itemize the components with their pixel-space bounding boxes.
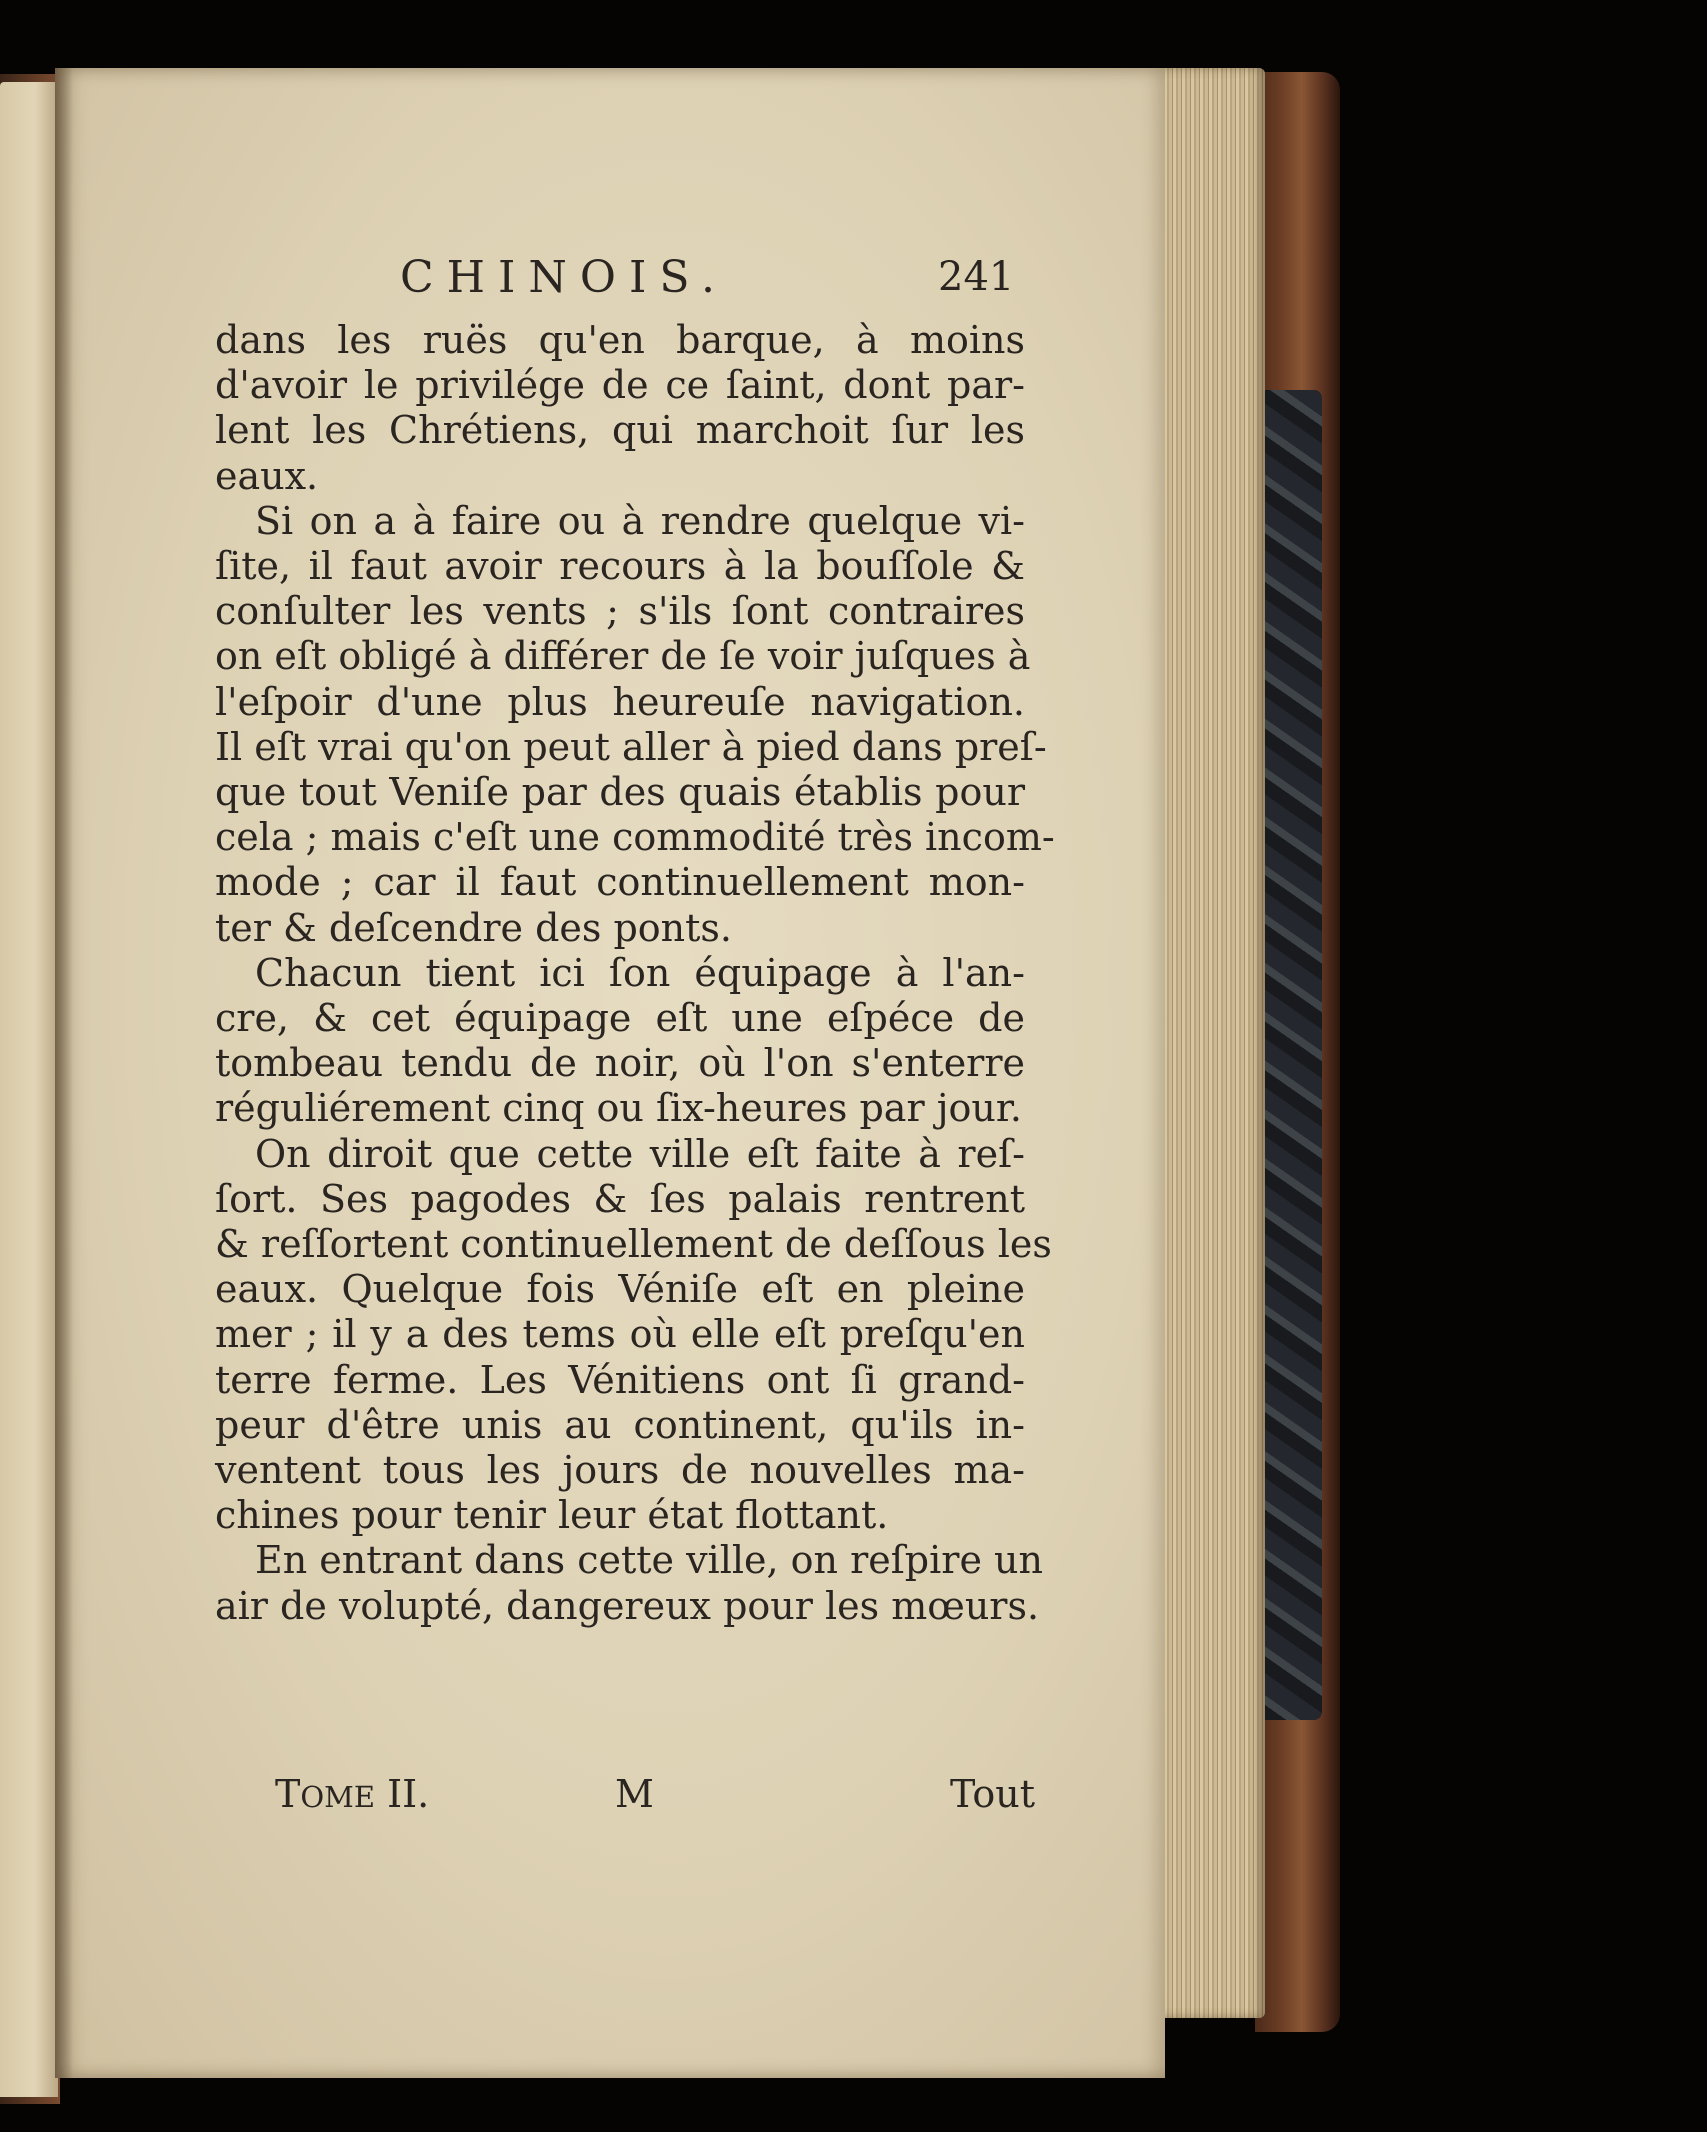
page-number: 241 [938, 254, 1015, 300]
volume-number: II. [387, 1772, 430, 1816]
signature-mark: M [615, 1772, 654, 1816]
text-line: eaux. [215, 453, 319, 498]
text-line: mode ; car il faut continuellement mon- [215, 860, 1025, 905]
text-line: Il eſt vrai qu'on peut aller à pied dans preſ- [215, 724, 1047, 769]
marbled-board [1262, 390, 1322, 1720]
text-line: cre, & cet équipage eſt une eſpéce de [215, 996, 1025, 1040]
volume-rest: OME [300, 1780, 375, 1814]
text-line: eaux. Quelque fois Véniſe eſt en pleine [215, 1267, 1025, 1312]
text-line: cela ; mais c'eſt une commodité très incom- [215, 815, 1055, 860]
page-edges [1155, 68, 1265, 2018]
text-line: réguliérement cinq ou ſix-heures par jour. [215, 1086, 1022, 1131]
text-line: ter & deſcendre des ponts. [215, 905, 733, 950]
text-line: ventent tous les jours de nouvelles ma- [215, 1448, 1025, 1492]
text-line: conſulter les vents ; s'ils ſont contraires [215, 589, 1025, 634]
text-line: Chacun tient ici ſon équipage à l'an- [255, 950, 1025, 995]
text-line: ſort. Ses pagodes & ſes palais rentrent [215, 1176, 1025, 1221]
left-page-sliver [0, 82, 58, 2097]
text-line: tombeau tendu de noir, où l'on s'enterre [215, 1041, 1025, 1086]
running-head-title: CHINOIS. [400, 252, 728, 303]
catchword: Tout [950, 1772, 1036, 1816]
text-line: ſite, il faut avoir recours à la bouſſole & [215, 544, 1025, 588]
text-line: dans les ruës qu'en barque, à moins [215, 318, 1025, 362]
text-line: terre ferme. Les Vénitiens ont ſi grand- [215, 1357, 1025, 1402]
text-line: On diroit que cette ville eſt faite à reſ- [255, 1131, 1025, 1176]
text-line: chines pour tenir leur état flottant. [215, 1493, 889, 1538]
text-line: que tout Veniſe par des quais établis pour [215, 770, 1025, 814]
text-line: mer ; il y a des tems où elle eſt preſqu'en [215, 1312, 1025, 1357]
text-line: & reſſortent continuellement de deſſous les [215, 1222, 1052, 1266]
text-line: lent les Chrétiens, qui marchoit ſur les [215, 408, 1025, 453]
text-line: l'eſpoir d'une plus heureuſe navigation. [215, 679, 1025, 724]
text-line: Si on a à faire ou à rendre quelque vi- [255, 498, 1025, 543]
volume-initial: T [275, 1772, 301, 1816]
page-gutter-shadow [55, 68, 73, 2078]
text-line: d'avoir le privilége de ce ſaint, dont par- [215, 363, 1025, 408]
text-line: air de volupté, dangereux pour les mœurs. [215, 1583, 1040, 1628]
footer-volume [275, 1772, 429, 1816]
text-line: on eſt obligé à différer de ſe voir juſques à [215, 634, 1031, 679]
text-line: En entrant dans cette ville, on reſpire un [255, 1538, 1043, 1583]
text-line: peur d'être unis au continent, qu'ils in- [215, 1402, 1025, 1447]
